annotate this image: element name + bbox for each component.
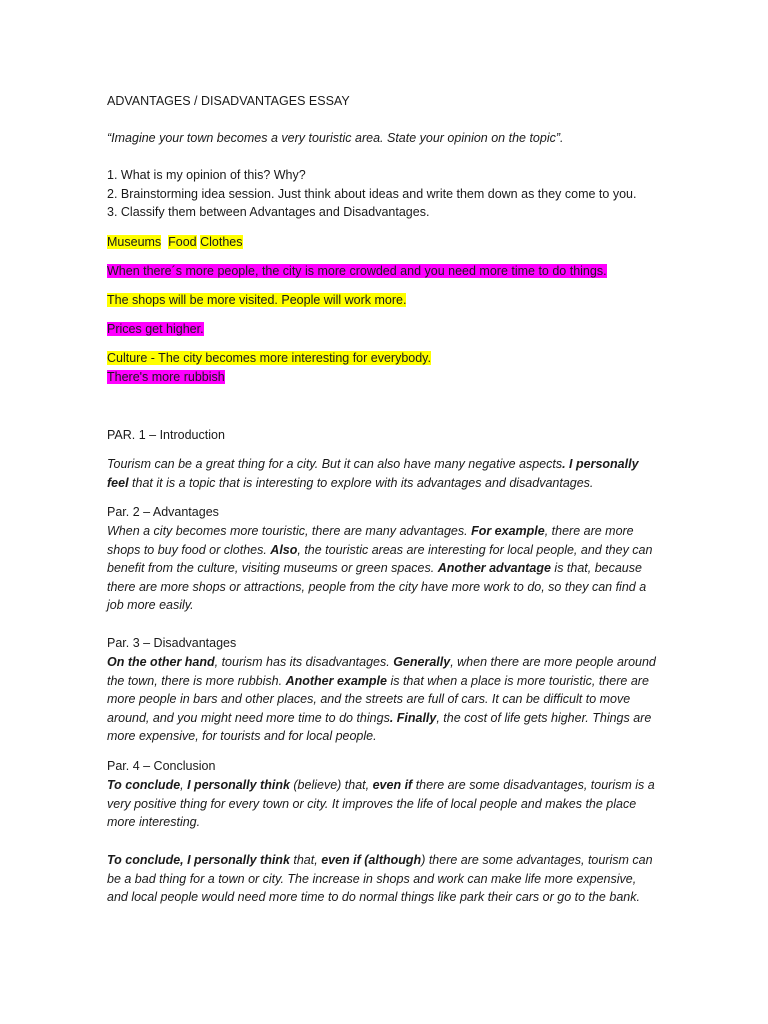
highlight-disadvantage: There's more rubbish (107, 370, 225, 384)
text: is that when a place is more touristic, there are (386, 673, 649, 688)
text: more interesting. (107, 815, 201, 830)
text: Tourism can be a great thing for a city. But it can also have many negative aspects (107, 457, 563, 471)
par1-body (107, 455, 639, 492)
step-item: 1. What is my opinion of this? Why? (107, 168, 306, 182)
text: , tourism has its disadvantages. (214, 655, 394, 669)
connector: On the other hand (107, 655, 215, 669)
par2-body (107, 522, 652, 615)
connector: To conclude, I personally think (107, 853, 290, 867)
text: , the cost of life gets higher. Things are (436, 710, 652, 725)
text: more people in bars and other places, and the streets are full of cars. It can be difficult to move (107, 692, 631, 707)
connector: For example (471, 524, 545, 538)
text: benefit from the culture, visiting museums or green spaces. (107, 561, 438, 576)
text: very positive thing for every town or city. It improves the life of local people and makes the place (107, 796, 637, 811)
highlight-clothes: Clothes (200, 235, 243, 249)
connector: Another example (285, 673, 387, 688)
text: shops to buy food or clothes. (107, 542, 271, 557)
connector: To conclude (107, 778, 181, 792)
text: (believe) that, (289, 778, 373, 792)
connector: even if (372, 778, 413, 792)
connector: Another advantage (437, 561, 551, 576)
par3-heading: Par. 3 – Disadvantages (107, 636, 237, 650)
brainstorm-crowded (107, 262, 607, 281)
connector: I personally think (187, 778, 290, 792)
alt-conclusion-body (107, 851, 653, 907)
highlight-disadvantage: Prices get higher. (107, 322, 204, 336)
text: the town, there is more rubbish. (107, 673, 286, 688)
brainstorm-shops (107, 291, 406, 310)
text: , when there are more people around (450, 655, 656, 669)
text: and local people would need more time to do normal things like park their cars or go to the bank. (107, 890, 640, 905)
par1-heading: PAR. 1 – Introduction (107, 428, 225, 442)
par4-body (107, 776, 655, 832)
page-title: ADVANTAGES / DISADVANTAGES ESSAY (107, 94, 350, 108)
essay-prompt: “Imagine your town becomes a very touristic area. State your opinion on the topic”. (107, 131, 564, 145)
brainstorm-words (107, 233, 243, 252)
par3-body (107, 653, 656, 746)
connector: even if (although (321, 853, 422, 867)
steps-list (107, 166, 636, 222)
text: is that, because (550, 561, 642, 576)
highlight-museums: Museums (107, 235, 162, 249)
text: job more easily. (107, 598, 194, 613)
text: there are some disadvantages, tourism is a (412, 778, 655, 792)
text: around, and you might need more time to do things (107, 710, 390, 725)
text: that, (289, 853, 322, 867)
text: there are more shops or attractions, people from the city have more work to do, so they can find a (107, 579, 647, 594)
text: be a bad thing for a town or city. The increase in shops and work can make life more expensive, (107, 871, 637, 886)
connector: feel (107, 475, 129, 490)
par4-heading: Par. 4 – Conclusion (107, 759, 216, 773)
connector: Generally (393, 655, 451, 669)
connector: . Finally (389, 710, 437, 725)
brainstorm-culture (107, 349, 431, 368)
text: , there are more (544, 524, 634, 538)
brainstorm-rubbish (107, 368, 225, 387)
par2-heading: Par. 2 – Advantages (107, 505, 219, 519)
text: , (180, 778, 188, 792)
highlight-advantage: Culture - The city becomes more interesting for everybody. (107, 351, 431, 365)
connector: . I personally (562, 457, 639, 471)
text: , the touristic areas are interesting for local people, and they can (297, 542, 653, 557)
text: more expensive, for tourists and for local people. (107, 729, 377, 744)
text: When a city becomes more touristic, there are many advantages. (107, 524, 472, 538)
brainstorm-prices (107, 320, 204, 339)
connector: Also (270, 542, 298, 557)
highlight-advantage: The shops will be more visited. People will work more. (107, 293, 407, 307)
text: ) there are some advantages, tourism can (421, 853, 653, 867)
step-item: 3. Classify them between Advantages and Disadvantages. (107, 205, 430, 220)
highlight-disadvantage: When there´s more people, the city is more crowded and you need more time to do things. (107, 264, 607, 278)
step-item: 2. Brainstorming idea session. Just think about ideas and write them down as they come to you. (107, 186, 637, 201)
text: that it is a topic that is interesting to explore with its advantages and disadvantages. (128, 475, 594, 490)
highlight-food: Food (168, 235, 197, 249)
